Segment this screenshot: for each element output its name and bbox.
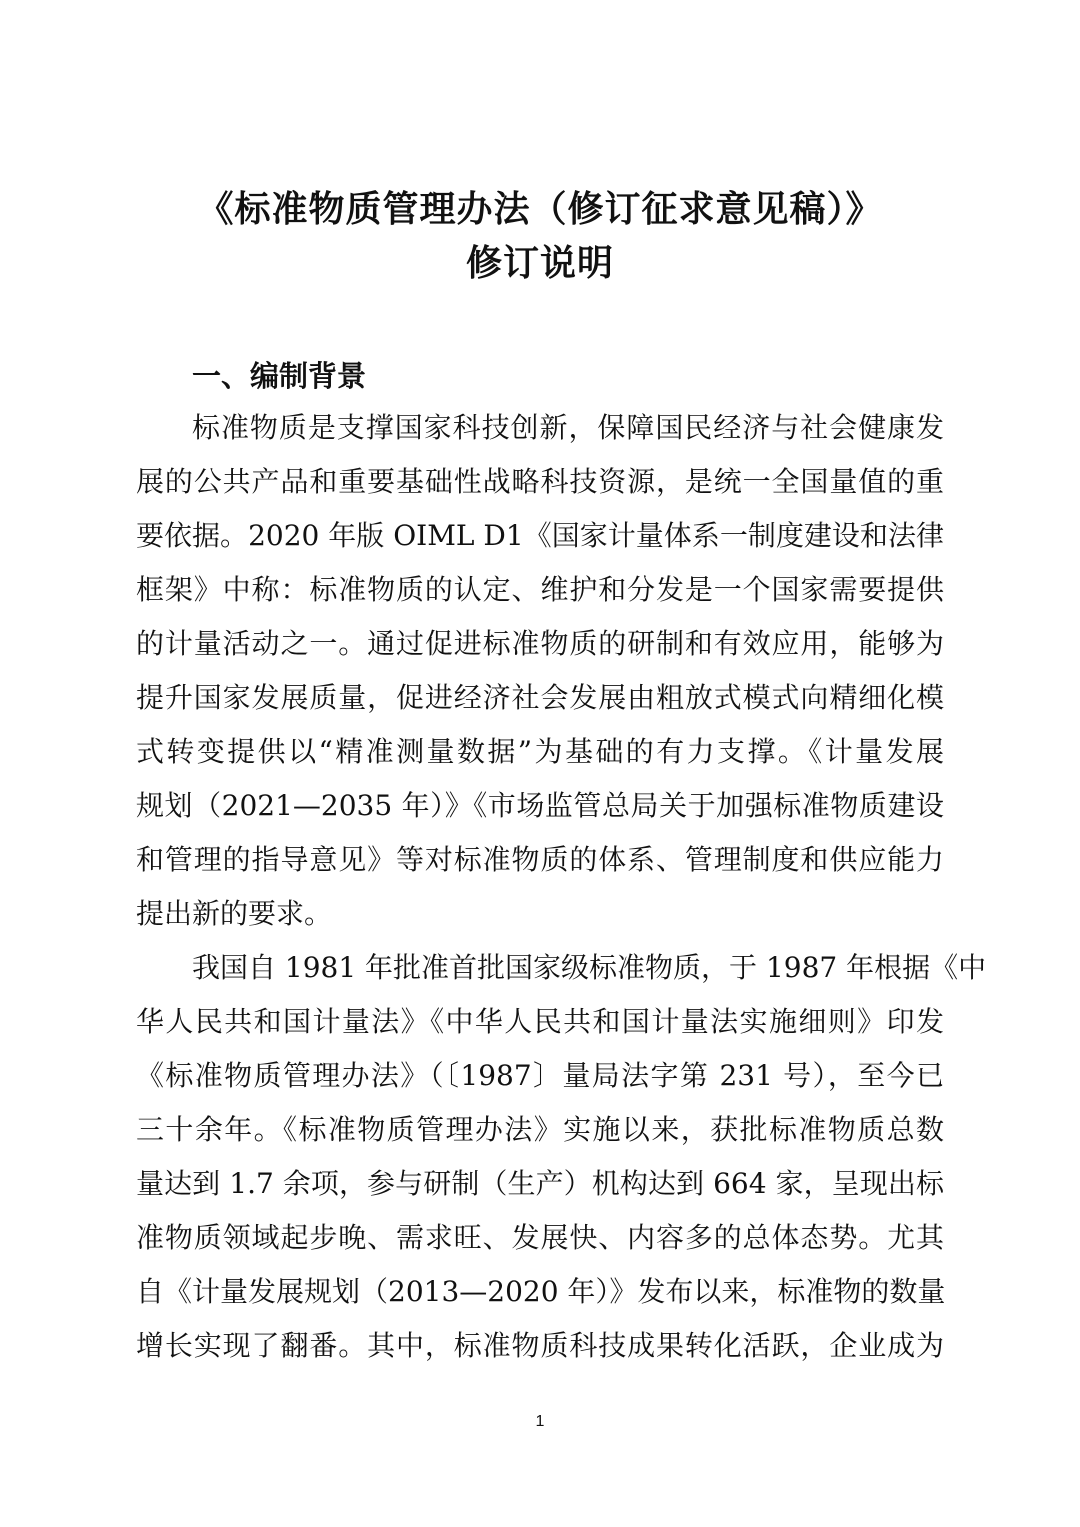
paragraph-1-line: 式转变提供以“精准测量数据”为基础的有力支撑。《计量发展 [136,735,944,768]
paragraph-1-line: 标准物质是支撑国家科技创新，保障国民经济与社会健康发 [192,411,944,444]
document-title-line-1: 《标准物质管理办法（修订征求意见稿）》 [197,189,883,230]
page-number: 1 [535,1413,545,1430]
paragraph-2-line: 准物质领域起步晚、需求旺、发展快、内容多的总体态势。尤其 [136,1221,944,1254]
paragraph-2-line: 《标准物质管理办法》（〔1987〕量局法字第 231 号），至今已 [136,1059,944,1092]
paragraph-1-line: 提出新的要求。 [136,897,333,930]
paragraph-1-line: 的计量活动之一。通过促进标准物质的研制和有效应用，能够为 [136,627,944,660]
paragraph-1-line: 提升国家发展质量，促进经济社会发展由粗放式模式向精细化模 [136,681,944,714]
paragraph-1-line: 框架》中称：标准物质的认定、维护和分发是一个国家需要提供 [136,573,944,606]
paragraph-2-line: 我国自 1981 年批准首批国家级标准物质，于 1987 年根据《中 [192,951,987,984]
paragraph-1-line: 和管理的指导意见》等对标准物质的体系、管理制度和供应能力 [136,843,944,876]
paragraph-1-line: 展的公共产品和重要基础性战略科技资源，是统一全国量值的重 [136,465,944,498]
paragraph-2-line: 自《计量发展规划（2013—2020 年）》发布以来，标准物的数量 [136,1275,946,1308]
paragraph-2-line: 华人民共和国计量法》《中华人民共和国计量法实施细则》印发 [136,1005,944,1038]
paragraph-2-line: 三十余年。《标准物质管理办法》实施以来，获批标准物质总数 [136,1113,944,1146]
document-title-line-2: 修订说明 [465,243,614,284]
paragraph-2-line: 增长实现了翻番。其中，标准物质科技成果转化活跃，企业成为 [136,1329,944,1362]
paragraph-2-line: 量达到 1.7 余项，参与研制（生产）机构达到 664 家，呈现出标 [136,1167,944,1200]
paragraph-1-line: 要依据。2020 年版 OIML D1《国家计量体系一制度建设和法律 [136,519,944,552]
section-heading: 一、编制背景 [192,359,367,393]
paragraph-1-line: 规划（2021—2035 年）》《市场监管总局关于加强标准物质建设 [136,789,944,822]
